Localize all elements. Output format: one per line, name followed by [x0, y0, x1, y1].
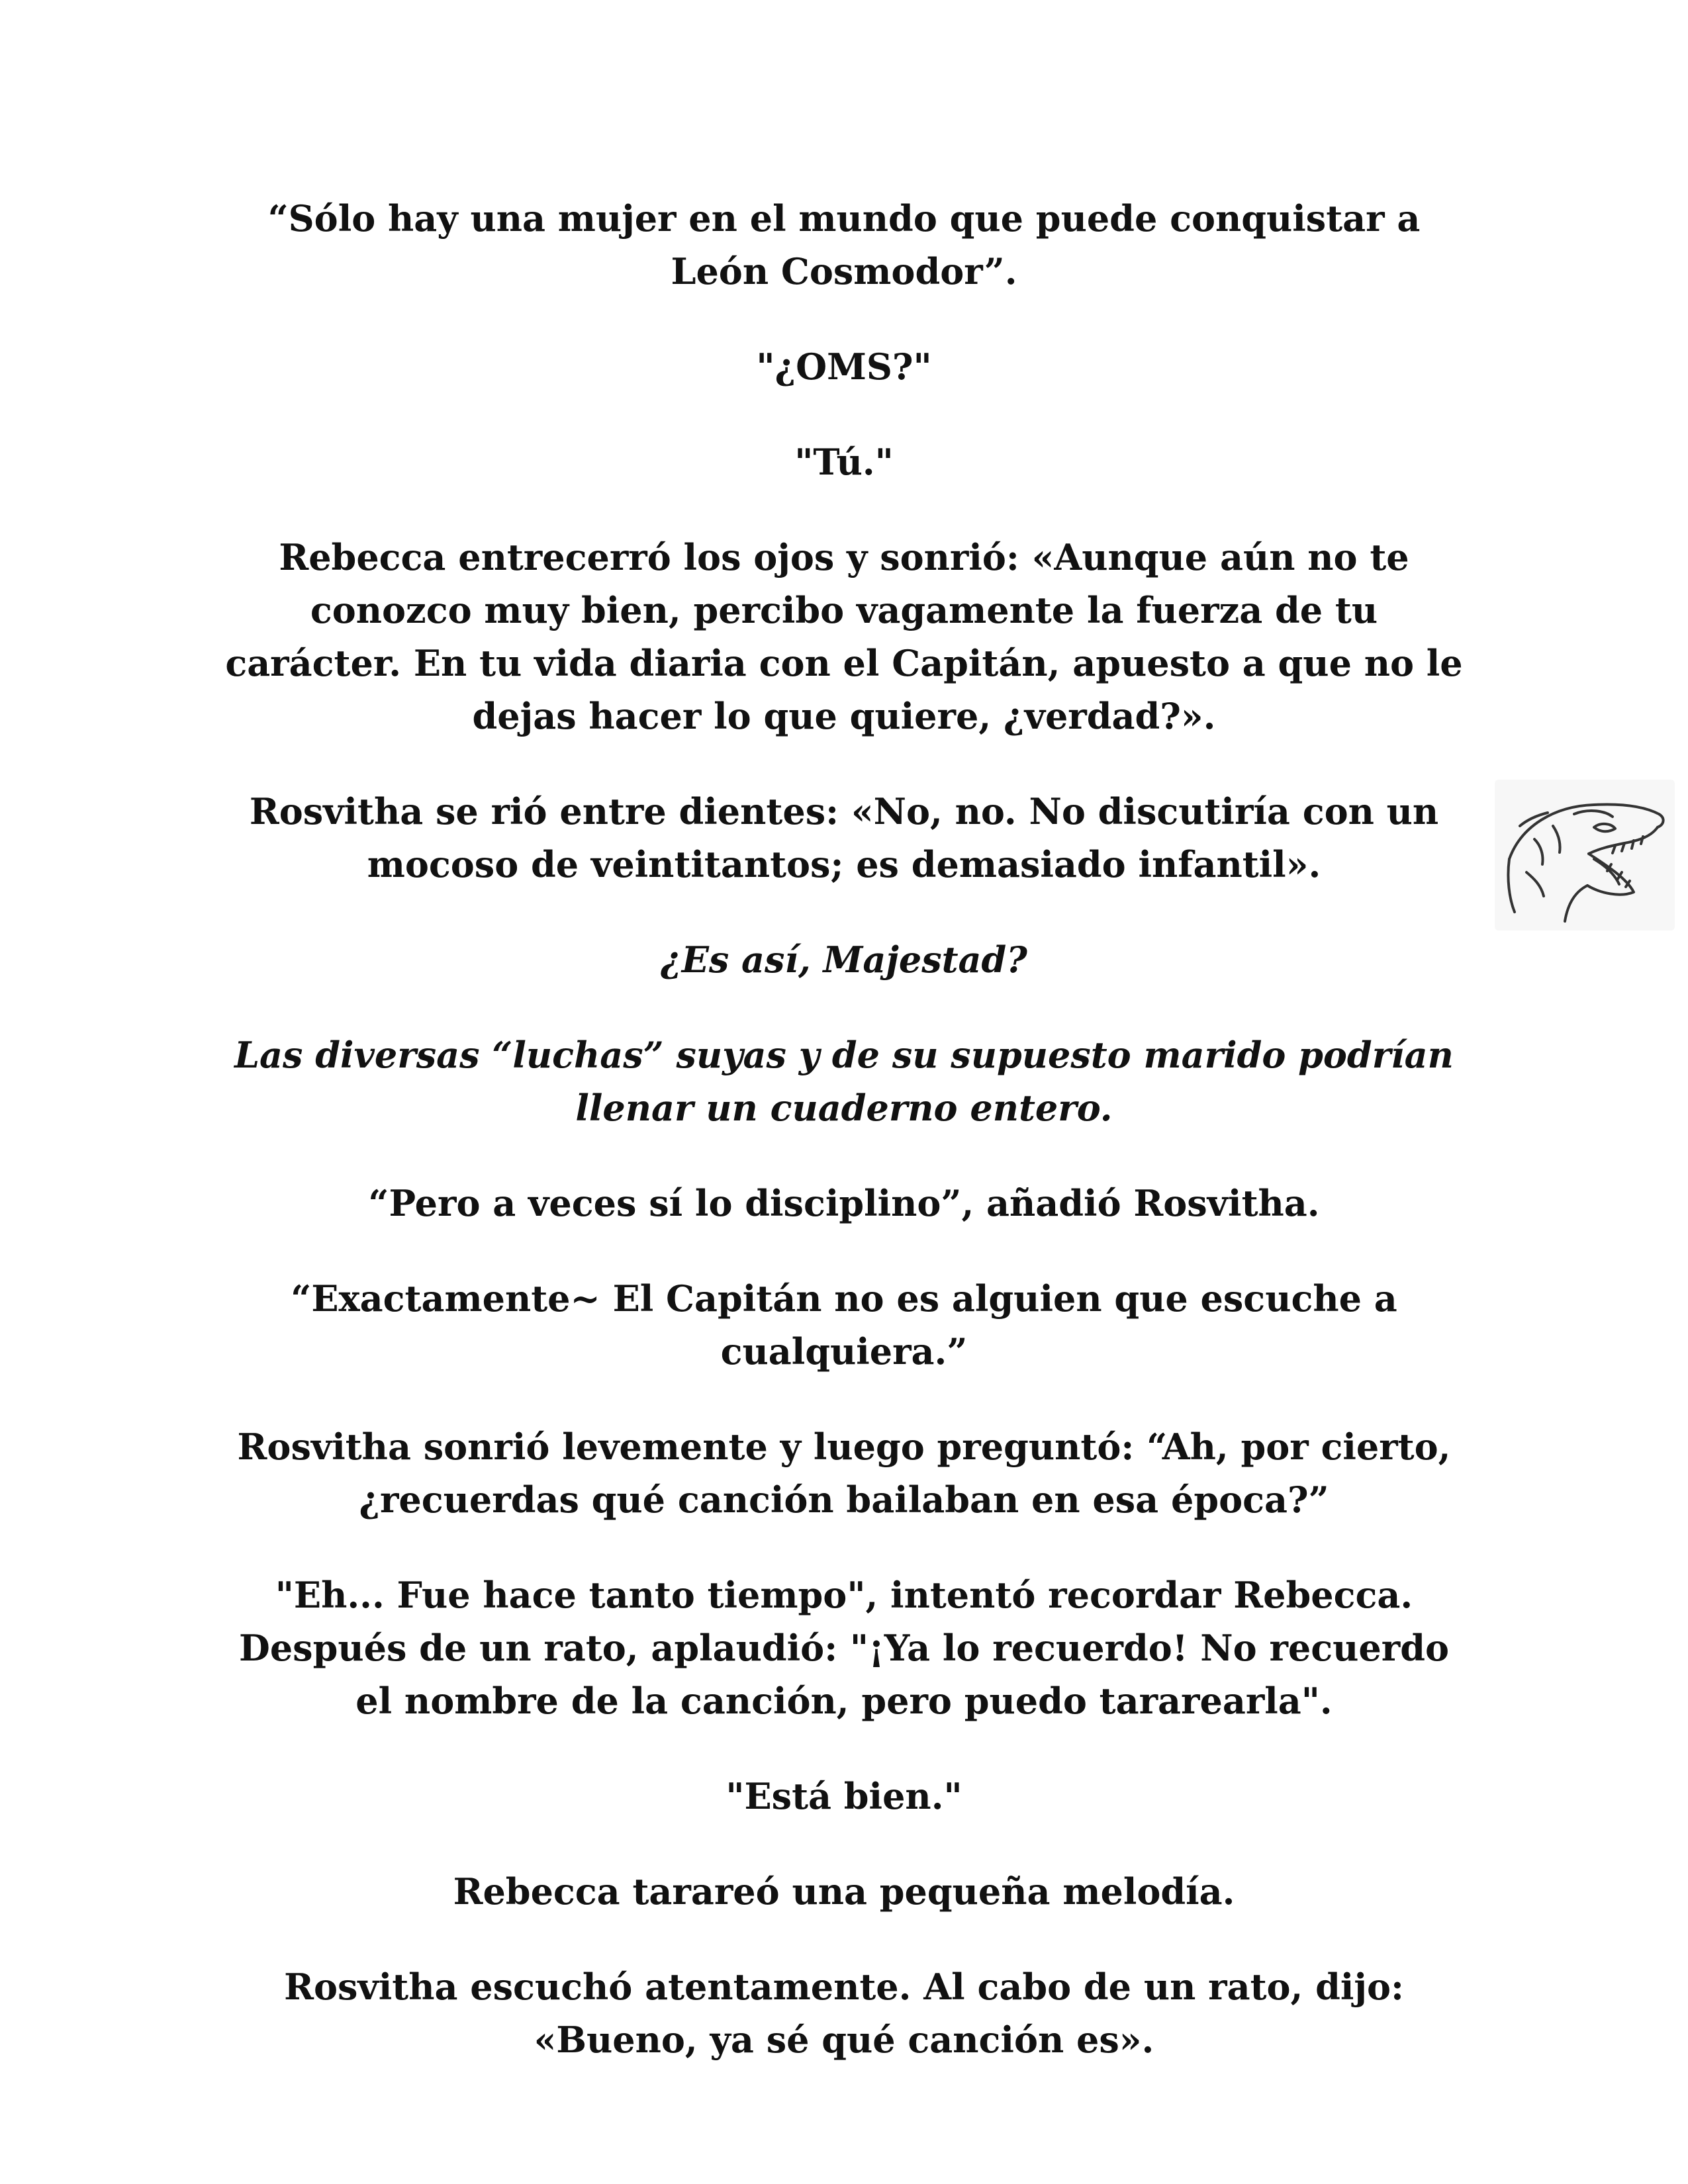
paragraph-3: "Tú." [794, 441, 894, 483]
paragraph-2: "¿OMS?" [756, 345, 932, 388]
paragraph-9: “Exactamente~ El Capitán no es alguien que escuche a cualquiera.” [291, 1277, 1397, 1373]
paragraph-8: “Pero a veces sí lo disciplino”, añadió Rosvitha. [368, 1182, 1320, 1224]
paragraph-5: Rosvitha se rió entre dientes: «No, no. No discutiría con un mocoso de veintitantos; es demasiado infantil». [249, 790, 1439, 886]
dragon-head-sketch-icon [1495, 780, 1675, 931]
paragraph-12: "Está bien." [726, 1775, 962, 1817]
paragraph-7: Las diversas “luchas” suyas y de su supuesto marido podrían llenar un cuaderno entero. [234, 1034, 1454, 1129]
document-body [218, 192, 1470, 2109]
paragraph-14: Rosvitha escuchó atentamente. Al cabo de un rato, dijo: «Bueno, ya sé qué canción es». [284, 1966, 1404, 2061]
paragraph-11: "Eh... Fue hace tanto tiempo", intentó recordar Rebecca. Después de un rato, aplaudió: "¡Ya lo recuerdo! No recuerdo el nombre de la canción, pero puedo tararearla". [239, 1574, 1449, 1722]
paragraph-4: Rebecca entrecerró los ojos y sonrió: «Aunque aún no te conozco muy bien, percibo vagamente la fuerza de tu carácter. En tu vida diaria con el Capitán, apuesto a que no le dejas hacer lo que quiere, ¿verdad?». [225, 536, 1463, 737]
paragraph-6: ¿Es así, Majestad? [661, 938, 1027, 981]
paragraph-1: “Sólo hay una mujer en el mundo que puede conquistar a León Cosmodor”. [267, 197, 1421, 293]
paragraph-10: Rosvitha sonrió levemente y luego preguntó: “Ah, por cierto, ¿recuerdas qué canción bailaban en esa época?” [237, 1426, 1451, 1521]
paragraph-13: Rebecca tarareó una pequeña melodía. [453, 1870, 1235, 1913]
